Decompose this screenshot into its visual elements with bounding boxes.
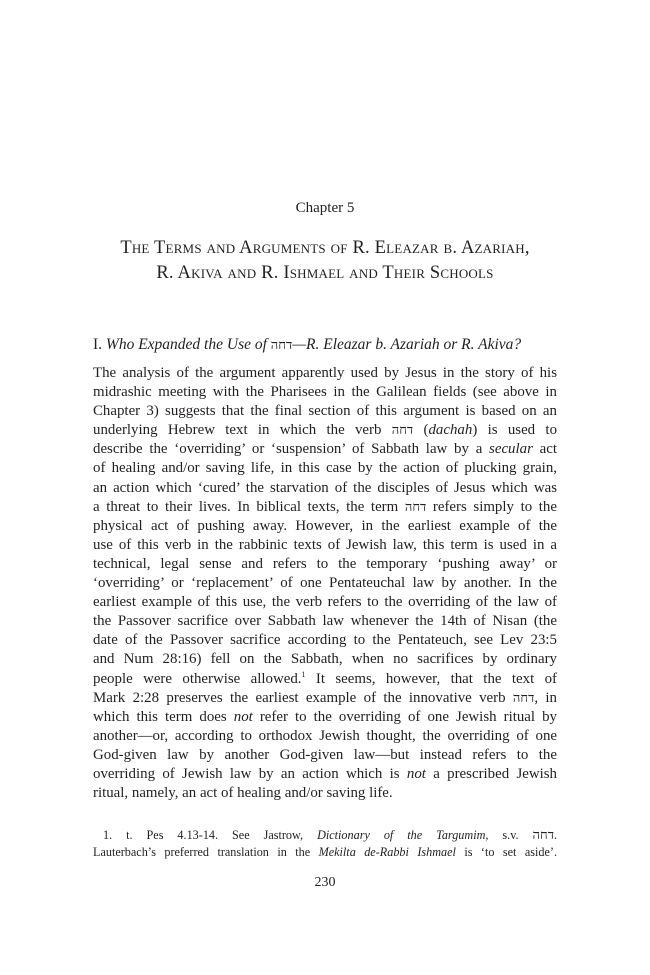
- body-line: The analysis of the argument apparently used by Jesus in the story of his: [93, 365, 557, 381]
- body-text: refers simply to the: [426, 498, 557, 515]
- footnote-text: 1. t. Pes 4.13-14. See Jastrow,: [103, 828, 318, 842]
- chapter-title-line-2: R. Akiva and R. Ishmael and Their Schools: [156, 263, 494, 283]
- section-heading: [93, 336, 573, 354]
- body-line: ‘overriding’ or ‘replacement’ of one Pentateuchal law by another. In the: [93, 575, 557, 592]
- footnote-text: , s.v.: [485, 828, 533, 842]
- body-text: ) is used to: [472, 422, 558, 439]
- footnote-line: [93, 844, 557, 861]
- footnote-title: Dictionary of the Targumim: [317, 828, 486, 842]
- body-line: physical act of pushing away. However, in the earliest example of the: [93, 517, 557, 534]
- transliteration: dachah: [428, 422, 473, 439]
- body-text: overriding of Jewish law by an action which is: [93, 765, 407, 782]
- body-line: Chapter 3) suggests that the final section of this argument is based on an: [93, 403, 557, 420]
- chapter-title-line-1: The Terms and Arguments of R. Eleazar b. Azariah,: [120, 238, 530, 258]
- section-number: I.: [93, 336, 103, 353]
- body-line: the Passover sacrifice over Sabbath law whenever the 14th of Nisan (the: [93, 613, 557, 630]
- body-text: a prescribed Jewish: [425, 765, 558, 782]
- body-line: [93, 440, 557, 459]
- body-line: date of the Passover sacrifice according to the Pentateuch, see Lev 23:5: [93, 632, 557, 649]
- body-text: a threat to their lives. In biblical texts, the term: [93, 498, 405, 515]
- body-line: earliest example of this use, the verb refers to the overriding of the law of: [93, 594, 557, 611]
- hebrew-word: דחה: [404, 499, 427, 515]
- page-number: 230: [314, 875, 336, 890]
- body-line: [93, 421, 557, 440]
- body-paragraph: [93, 364, 557, 803]
- body-text: , in: [534, 689, 557, 706]
- footnote-text: Lauterbach’s preferred translation in the: [93, 845, 319, 859]
- body-text: Mark 2:28 preserves the earliest example of the innovative verb: [93, 689, 513, 706]
- footnote-text: is ‘to set aside’.: [455, 845, 558, 859]
- body-line: and Num 28:16) fell on the Sabbath, when no sacrifices by ordinary: [93, 651, 557, 668]
- body-text: which this term does: [93, 708, 234, 725]
- body-line: [93, 670, 557, 689]
- chapter-title: [40, 236, 610, 286]
- body-text: describe the ‘overriding’ or ‘suspension’ of Sabbath law by a: [93, 441, 490, 458]
- chapter-label: Chapter 5: [295, 200, 355, 216]
- section-heading-hebrew: דחה: [270, 338, 293, 353]
- footnote: [93, 827, 557, 861]
- body-line: use of this verb in the rabbinic texts of Jewish law, this term is used in a: [93, 536, 557, 553]
- body-text: (: [413, 422, 429, 439]
- body-line: an action which ‘cured’ the starvation of the disciples of Jesus which was: [93, 479, 557, 496]
- hebrew-word: דחה: [391, 423, 414, 439]
- emphasis: secular: [489, 441, 533, 458]
- body-line: [93, 689, 557, 708]
- section-heading-text-a: Who Expanded the Use of: [105, 336, 271, 353]
- emphasis: not: [233, 708, 253, 725]
- footnote-title: Mekilta de-Rabbi Ishmael: [318, 845, 456, 859]
- body-line: another—or, according to orthodox Jewish thought, the overriding of one: [93, 727, 557, 744]
- body-line: [93, 498, 557, 517]
- footnote-text: .: [553, 828, 558, 842]
- body-line: [93, 708, 557, 727]
- body-line: God-given law by another God-given law—but instead refers to the: [93, 746, 557, 763]
- emphasis: not: [406, 765, 426, 782]
- body-line: of healing and/or saving life, in this case by the action of plucking grain,: [93, 460, 557, 477]
- body-text: people were otherwise allowed.: [93, 670, 302, 687]
- hebrew-word: דחה: [512, 690, 535, 706]
- body-line: technical, legal sense and refers to the temporary ‘pushing away’ or: [93, 555, 557, 572]
- body-line: ritual, namely, an act of healing and/or saving life.: [93, 785, 393, 802]
- body-text: It seems, however, that the text of: [305, 670, 557, 687]
- body-text: act: [532, 441, 557, 458]
- hebrew-word: דחה: [532, 828, 554, 843]
- footnote-reference[interactable]: 1: [301, 669, 306, 679]
- body-line: midrashic meeting with the Pharisees in the Galilean fields (see above in: [93, 384, 557, 401]
- body-text: underlying Hebrew text in which the verb: [93, 422, 392, 439]
- body-text: refer to the overriding of one Jewish ritual by: [252, 708, 557, 725]
- footnote-line: [93, 827, 557, 844]
- body-line: [93, 765, 557, 784]
- section-heading-text-b: —R. Eleazar b. Azariah or R. Akiva?: [292, 336, 522, 353]
